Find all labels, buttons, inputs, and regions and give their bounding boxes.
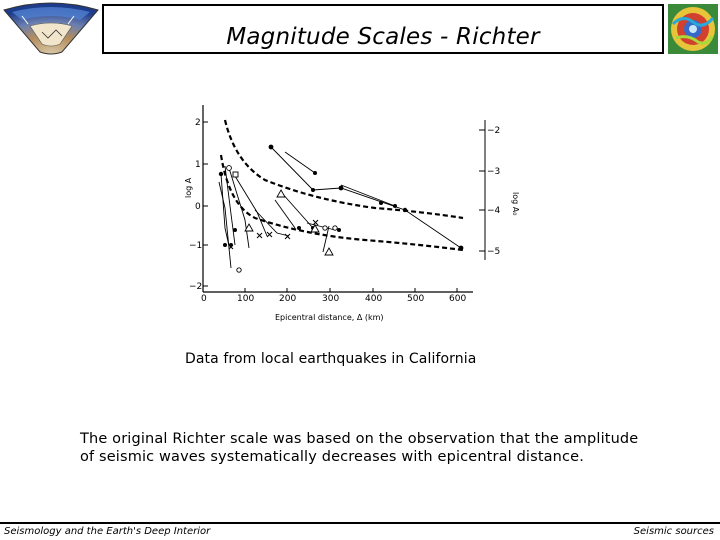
- left-tick-label: 2: [195, 118, 201, 128]
- x-tick-label: 300: [322, 294, 340, 304]
- tomography-globe-icon: [668, 4, 718, 54]
- footer-section-title: Seismic sources: [633, 526, 714, 537]
- left-y-ticks: [189, 118, 208, 292]
- figure-caption: Data from local earthquakes in California: [185, 351, 477, 367]
- data-points: [219, 145, 464, 251]
- footer-divider: [0, 522, 720, 524]
- right-tick-label: −3: [487, 167, 501, 177]
- slide-title: Magnitude Scales - Richter: [226, 24, 540, 50]
- earth-cross-section-icon: [2, 2, 100, 54]
- left-tick-label: 0: [195, 202, 201, 212]
- left-y-label: log A: [184, 177, 193, 198]
- richter-attenuation-figure: [184, 100, 525, 332]
- right-tick-label: −2: [487, 126, 501, 136]
- x-tick-label: 600: [449, 294, 467, 304]
- cross-markers: [229, 220, 318, 249]
- x-ticks: [201, 288, 466, 304]
- open-data-points: [227, 166, 338, 273]
- right-tick-label: −4: [487, 206, 501, 216]
- left-tick-label: −2: [189, 282, 203, 292]
- body-paragraph: The original Richter scale was based on the observation that the amplitude of seismic waves systematically decreases with epicentral distance.: [80, 431, 639, 465]
- x-tick-label: 400: [365, 294, 383, 304]
- x-axis-label: Epicentral distance, Δ (km): [275, 313, 384, 322]
- left-tick-label: −1: [189, 241, 203, 251]
- upper-calibration-curve: [225, 120, 463, 218]
- left-tick-label: 1: [195, 160, 201, 170]
- right-y-label: log A₀: [511, 192, 520, 216]
- x-tick-label: 100: [237, 294, 255, 304]
- x-tick-label: 200: [279, 294, 297, 304]
- x-tick-label: 500: [407, 294, 425, 304]
- x-tick-label: 0: [201, 294, 207, 304]
- right-y-ticks: [479, 126, 501, 257]
- footer-course-title: Seismology and the Earth's Deep Interior: [4, 526, 211, 537]
- right-tick-label: −5: [487, 247, 501, 257]
- title-box: [102, 4, 664, 54]
- slide-header: [0, 0, 720, 56]
- earthquake-traces: [219, 147, 461, 268]
